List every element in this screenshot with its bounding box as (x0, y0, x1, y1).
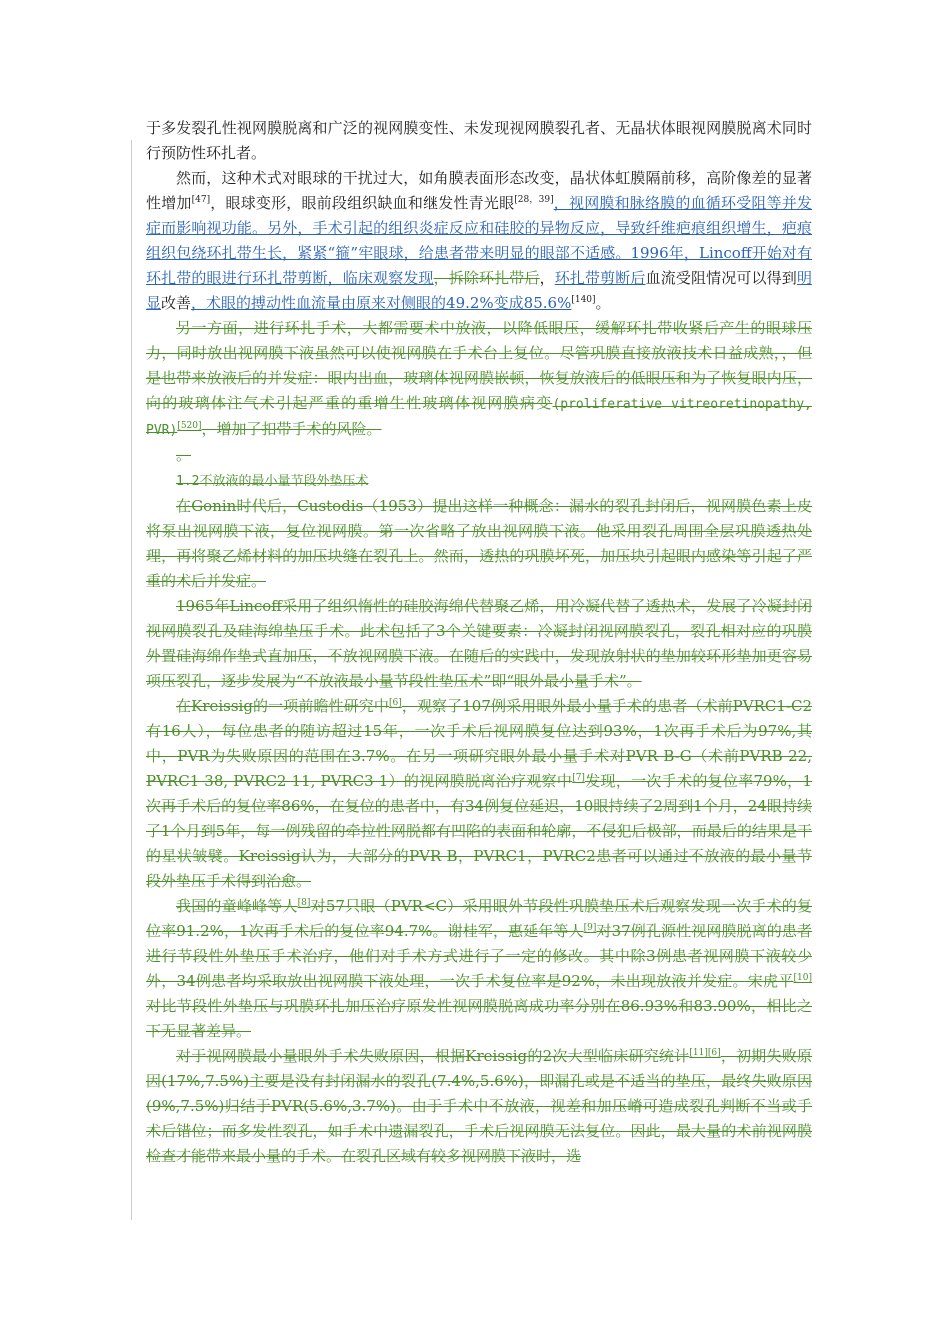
inserted-text: 环扎带剪断后 (554, 269, 646, 287)
citation: [520] (177, 421, 202, 431)
citation: [28，39] (514, 195, 554, 205)
citation: [9] (583, 923, 597, 933)
deleted-text: 另一方面，进行环扎手术，大都需要术中放液，以降低眼压，缓解环扎带收紧后产生的眼球压力，同时放出视网膜下液虽然可以使视网膜在手术台上复位。尽管巩膜直接放液技术日益成熟，，但是也带来放液后的并发症：眼内出血，玻璃体视网膜嵌顿，恢复放液后的低眼压和为了恢复眼内压，向的玻璃体注气术引起严重的重增生性玻璃体视网膜病变 (146, 319, 812, 412)
paragraph-2 (146, 166, 812, 316)
inserted-text: 明显 (146, 269, 812, 312)
paragraph-9: 对于视网膜最小量眼外手术失败原因，根据Kreissig的2次大型临床研究统计[11][6]，初期失败原因(17%,7.5%)主要是没有封闭漏水的裂孔(7.4%,5.6%)，即漏孔或是不适当的垫压，最终失败原因(9%,7.5%)归结于PVR(5.6%,3.7%)。由于手术中不放液，视差和加压嵴可造成裂孔判断不当或手术后错位；而多发性裂孔，如手术中遗漏裂孔，手术后视网膜无法复位。因此，最大量的术前视网膜检查才能带来最小量的手术。在裂孔区域有较多视网膜下液时，选 (146, 1047, 812, 1165)
paragraph-6: 1965年Lincoff采用了组织惰性的硅胶海绵代替聚乙烯，用冷凝代替了透热术，发展了冷凝封闭视网膜裂孔及硅海绵垫压手术。此术包括了3个关键要素：冷凝封闭视网膜裂孔，裂孔相对应的巩膜外置硅海绵作垫式直加压，不放视网膜下液。在随后的实践中，发现放射状的垫加较环形垫加更容易项压裂孔，逐步发展为“不放液最小量节段性垫压术”即“眼外最小量手术”。 (146, 597, 812, 690)
paragraph-8: 我国的童峰峰等人[8]对57只眼（PVR<C）采用眼外节段性巩膜垫压术后观察发现一次手术的复位率91.2%，1次再手术后的复位率94.7%。谢桂军，惠延年等人[9]对37例孔源性视网膜脱离的患者进行节段性外垫压手术治疗，他们对手术方式进行了一定的修改。其中除3例患者视网膜下液较少外，34例患者均采取放出视网膜下液处理，一次手术复位率是92%，未出现放液并发症。宋虎平[10]对比节段性外垫压与巩膜环扎加压治疗原发性视网膜脱离成功率分别在86.93%和83.90%，相比之下无显著差异。 (146, 897, 812, 1040)
text-run: 。 (595, 294, 611, 312)
paragraph-3 (146, 316, 812, 443)
citation: [47] (191, 195, 211, 205)
text-run: ，眼球变形，眼前段组织缺血和继发性青光眼 (210, 194, 515, 212)
inserted-text: ，视网膜和脉络膜的血循环受阻等并发症而影响视功能 (146, 194, 812, 237)
inserted-text: ，术眼的搏动性血流量由原来对侧眼的49.2%变成85.6% (191, 294, 572, 312)
citation: [6] (389, 698, 402, 708)
deleted-text: ，增加了扣带手术的风险。 (201, 420, 382, 438)
paragraph-4: 。 (176, 446, 192, 464)
text-run: ， (539, 269, 555, 287)
document-body (146, 116, 812, 1169)
paragraph-1: 于多发裂孔性视网膜脱离和广泛的视网膜变性、未发现视网膜裂孔者、无晶状体眼视网膜脱离术同时行预防性环扎者。 (146, 119, 812, 162)
text-run: 改善 (161, 294, 192, 312)
deleted-text: (proliferative vitreoretinopathy, PVR) (146, 397, 812, 438)
citation: [7] (572, 773, 585, 783)
change-bar (131, 140, 132, 1220)
text-run: 血流受阻情况可以得到 (645, 269, 797, 287)
section-heading: 1.2不放液的最小量节段外垫压术 (176, 474, 369, 489)
paragraph-7: 在Kreissig的一项前瞻性研究中[6]，观察了107例采用眼外最小量手术的患者（术前PVRC1-C2有16人），每位患者的随访超过15年，一次手术后视网膜复位达到93%，1次再手术后为97%,其中，PVR为失败原因的范围在3.7%。在另一项研究眼外最小量手术对PVR B-G（术前PVRB 22, PVRC1 38, PVRC2 11, PVRC3 1）的视网膜脱离治疗观察中[7]发现，一次手术的复位率79%，1次再手术后的复位率86%，在复位的患者中，有34例复位延迟，10眼持续了2周到1个月，24眼持续了1个月到5年，每一例残留的牵拉性网脱都有凹陷的表面和轮廓，不侵犯后极部，而最后的结果是干的星状皱襞。Kreissig认为，大部分的PVR B，PVRC1，PVRC2患者可以通过不放液的最小量节段外垫压手术得到治愈。 (146, 697, 812, 890)
text-run: 然而，这种术式对眼球的干扰过大，如角膜表面形态改变，晶状体虹膜隔前移，高阶像差的显著性增加 (146, 169, 812, 212)
inserted-text: 。另外，手术引起的组织炎症反应和硅胶的异物反应，导致纤维疤痕组织增生，疤痕组织包绕环扎带生长，紧紧“箍”牢眼球，给患者带来明显的眼部不适感。1996年，Lincoff开始对有环扎带的眼进行环扎带剪断，临床观察发现 (146, 219, 812, 287)
citation: [10] (793, 973, 812, 983)
paragraph-5: 在Gonin时代后，Custodis（1953）提出这样一种概念：漏水的裂孔封闭后，视网膜色素上皮将泵出视网膜下液，复位视网膜。第一次省略了放出视网膜下液。他采用裂孔周围全层巩膜透热处理，再将聚乙烯材料的加压块缝在裂孔上。然而，透热的巩膜坏死，加压块引起眼内感染等引起了严重的术后并发症。 (146, 497, 812, 590)
citation: [11][6] (689, 1048, 721, 1058)
deleted-text: ，拆除环扎带后 (433, 269, 540, 287)
citation: [140] (571, 295, 596, 305)
citation: [8] (297, 898, 311, 908)
